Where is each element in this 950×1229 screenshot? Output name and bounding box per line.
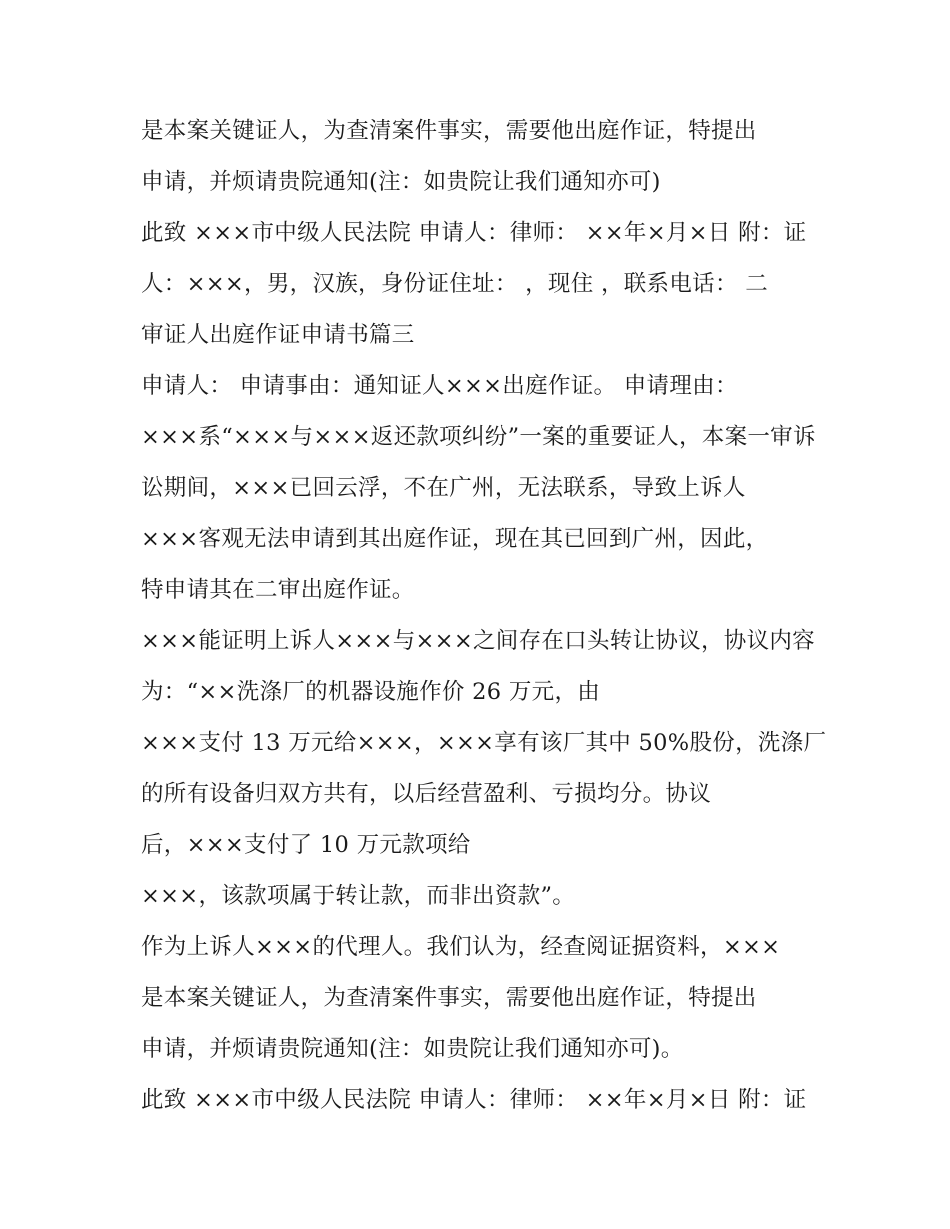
text-line: 是本案关键证人，为查清案件事实，需要他出庭作证，特提出 xyxy=(141,118,757,144)
text-line: 后，×××支付了 10 万元款项给 xyxy=(141,832,471,858)
text-line: ×××客观无法申请到其出庭作证，现在其已回到广州，因此， xyxy=(141,526,769,552)
text-line: 的所有设备归双方共有，以后经营盈利、亏损均分。协议 xyxy=(141,781,712,807)
text-line: ×××，该款项属于转让款，而非出资款”。 xyxy=(141,883,576,909)
text-line: 人：×××，男，汉族，身份证住址： ，现住 ，联系电话： 二 xyxy=(141,271,769,297)
text-line: 申请，并烦请贵院通知(注：如贵院让我们通知亦可)。 xyxy=(141,1036,684,1062)
text-line: 作为上诉人×××的代理人。我们认为，经查阅证据资料，××× xyxy=(141,934,781,960)
text-line: 此致 ×××市中级人民法院 申请人：律师： ××年×月×日 附：证 xyxy=(141,220,807,246)
text-line: 此致 ×××市中级人民法院 申请人：律师： ××年×月×日 附：证 xyxy=(141,1087,807,1113)
text-line: 申请人： 申请事由：通知证人×××出庭作证。 申请理由： xyxy=(141,373,738,399)
text-line: 为：“××洗涤厂的机器设施作价 26 万元，由 xyxy=(141,679,601,705)
text-line: 申请，并烦请贵院通知(注：如贵院让我们通知亦可) xyxy=(141,169,661,195)
document-body xyxy=(141,106,827,1126)
text-line: ×××支付 13 万元给×××，×××享有该厂其中 50%股份，洗涤厂 xyxy=(141,730,827,756)
text-line: 讼期间，×××已回云浮，不在广州，无法联系，导致上诉人 xyxy=(141,475,746,501)
text-line: ×××系“×××与×××返还款项纠纷”一案的重要证人，本案一审诉 xyxy=(141,424,816,450)
section-heading: 审证人出庭作证申请书篇三 xyxy=(141,322,415,348)
text-line: ×××能证明上诉人×××与×××之间存在口头转让协议，协议内容 xyxy=(141,628,815,654)
text-line: 是本案关键证人，为查清案件事实，需要他出庭作证，特提出 xyxy=(141,985,757,1011)
text-line: 特申请其在二审出庭作证。 xyxy=(141,577,415,603)
